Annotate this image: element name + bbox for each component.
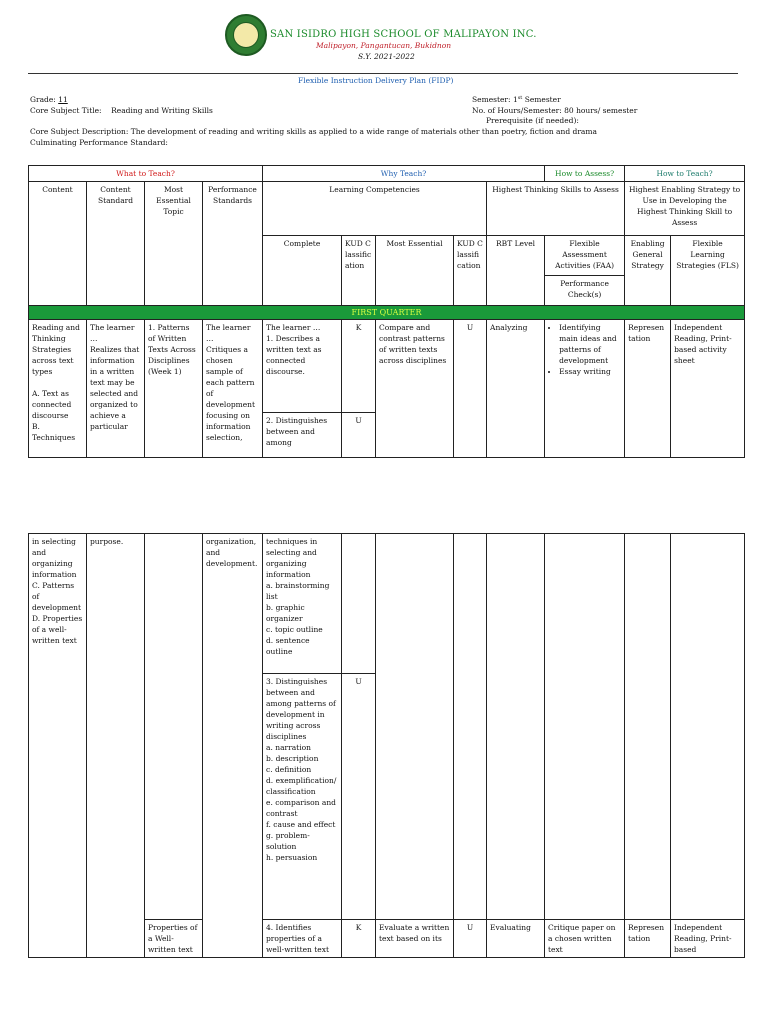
list-item: • Identifying main ideas and patterns of development	[559, 322, 621, 366]
cell-competency-complete: techniques in selecting and organizing information a. brainstorming list b. graphic organizer c. topic outline d. sentence outline	[263, 534, 342, 674]
fidp-table-page2	[28, 533, 745, 958]
culminating-standard: Culminating Performance Standard:	[30, 138, 168, 147]
school-seal-inner	[233, 22, 259, 48]
school-name: SAN ISIDRO HIGH SCHOOL OF MALIPAYON INC.	[270, 29, 537, 40]
cell-kud-2: U	[454, 920, 487, 958]
col-thinking-skills: Highest Thinking Skills to Assess	[487, 182, 625, 236]
cell-content: in selecting and organizing information C. Patterns of development D. Properties of a well-written text	[29, 534, 87, 958]
cell-kud: U	[342, 413, 376, 458]
col-performance-check: Performance Check(s)	[545, 276, 625, 306]
cell-most-essential: Evaluate a written text based on its	[376, 920, 454, 958]
subject-description: Core Subject Description: The development of reading and writing skills as applied to a wide range of materials other than poetry, fiction and drama	[30, 127, 597, 136]
semester-line	[472, 95, 561, 104]
grade-label: Grade:	[30, 95, 56, 104]
col-kud-2: KUD Classification	[454, 236, 487, 306]
col-general-strategy: Enabling General Strategy	[625, 236, 671, 306]
cell-competency-complete: 2. Distinguishes between and among	[263, 413, 342, 458]
col-learning-competencies: Learning Competencies	[263, 182, 487, 236]
cell-most-essential: Compare and contrast patterns of written texts across disciplines	[376, 320, 454, 458]
semester-sup: st	[517, 95, 523, 101]
cell-essential-topic: Properties of a Well-written text	[145, 920, 203, 958]
col-content: Content	[29, 182, 87, 306]
cell-faa: Critique paper on a chosen written text	[545, 920, 625, 958]
plan-title: Flexible Instruction Delivery Plan (FIDP)	[298, 76, 454, 85]
list-item: • Essay writing	[559, 366, 621, 377]
col-enabling-strategy: Highest Enabling Strategy to Use in Developing the Highest Thinking Skill to Assess	[625, 182, 745, 236]
group-header-row	[29, 166, 745, 182]
prerequisite-line: Prerequisite (if needed):	[486, 116, 579, 125]
cell-rbt-level: Evaluating	[487, 920, 545, 958]
cell-content-standard: The learner … Realizes that information in a written text may be selected and organized to achieve a particular	[87, 320, 145, 458]
subject-label: Core Subject Title:	[30, 106, 102, 115]
cell-general-strategy: Representation	[625, 320, 671, 458]
cell-kud-2	[454, 534, 487, 920]
cell-competency-complete: 4. Identifies properties of a well-written text	[263, 920, 342, 958]
cell-fls	[671, 534, 745, 920]
group-why-teach: Why Teach?	[263, 166, 545, 182]
cell-content-standard: purpose.	[87, 534, 145, 958]
cell-kud: K	[342, 320, 376, 413]
grade-line	[30, 95, 68, 104]
cell-fls: Independent Reading, Print-based activity sheet	[671, 320, 745, 458]
cell-competency-complete: The learner … 1. Describes a written text as connected discourse.	[263, 320, 342, 413]
cell-kud	[342, 534, 376, 674]
cell-essential-topic: 1. Patterns of Written Texts Across Disciplines (Week 1)	[145, 320, 203, 458]
school-address: Malipayon, Pangantucan, Bukidnon	[316, 41, 452, 50]
group-what-to-teach: What to Teach?	[29, 166, 263, 182]
cell-most-essential	[376, 534, 454, 920]
cell-kud: U	[342, 674, 376, 920]
cell-kud: K	[342, 920, 376, 958]
col-most-essential: Most Essential	[376, 236, 454, 306]
school-year: S.Y. 2021-2022	[358, 52, 415, 61]
faa-list	[548, 322, 621, 377]
column-header-row	[29, 182, 745, 236]
semester-text: Semester	[524, 95, 561, 104]
semester-num: 1	[512, 95, 518, 104]
cell-content: Reading and Thinking Strategies across text types A. Text as connected discourse B. Techniques	[29, 320, 87, 458]
cell-performance-standard: The learner … Critiques a chosen sample of each pattern of development focusing on information selection,	[203, 320, 263, 458]
cell-kud-2: U	[454, 320, 487, 458]
cell-performance-standard: organization, and development.	[203, 534, 263, 958]
col-performance-standards: Performance Standards	[203, 182, 263, 306]
table-row	[29, 320, 745, 413]
col-complete: Complete	[263, 236, 342, 306]
cell-competency-complete: 3. Distinguishes between and among patterns of development in writing across disciplines a. narration b. description c. definition d. exemplification/ classification e. comparison and contrast f. cause and effect g. problem-solution h. persuasion	[263, 674, 342, 920]
col-essential-topic: Most Essential Topic	[145, 182, 203, 306]
hours-line: No. of Hours/Semester: 80 hours/ semester	[472, 106, 638, 115]
cell-fls: Independent Reading, Print-based	[671, 920, 745, 958]
group-how-to-assess: How to Assess?	[545, 166, 625, 182]
col-fls: Flexible Learning Strategies (FLS)	[671, 236, 745, 306]
group-how-to-teach: How to Teach?	[625, 166, 745, 182]
cell-rbt-level	[487, 534, 545, 920]
col-faa: Flexible Assessment Activities (FAA)	[545, 236, 625, 276]
table-row	[29, 534, 745, 674]
semester-label: Semester:	[472, 95, 511, 104]
cell-general-strategy	[625, 534, 671, 920]
subject-line	[30, 106, 213, 115]
header-rule	[28, 73, 738, 74]
cell-general-strategy: Representation	[625, 920, 671, 958]
fidp-table-page1	[28, 165, 745, 458]
cell-essential-topic	[145, 534, 203, 920]
col-content-standard: Content Standard	[87, 182, 145, 306]
grade-value: 11	[58, 95, 68, 104]
cell-faa	[545, 320, 625, 458]
col-kud: KUD Classification	[342, 236, 376, 306]
cell-rbt-level: Analyzing	[487, 320, 545, 458]
cell-faa	[545, 534, 625, 920]
quarter-banner: FIRST QUARTER	[29, 306, 745, 320]
col-rbt-level: RBT Level	[487, 236, 545, 306]
quarter-row	[29, 306, 745, 320]
subject-value: Reading and Writing Skills	[111, 106, 213, 115]
